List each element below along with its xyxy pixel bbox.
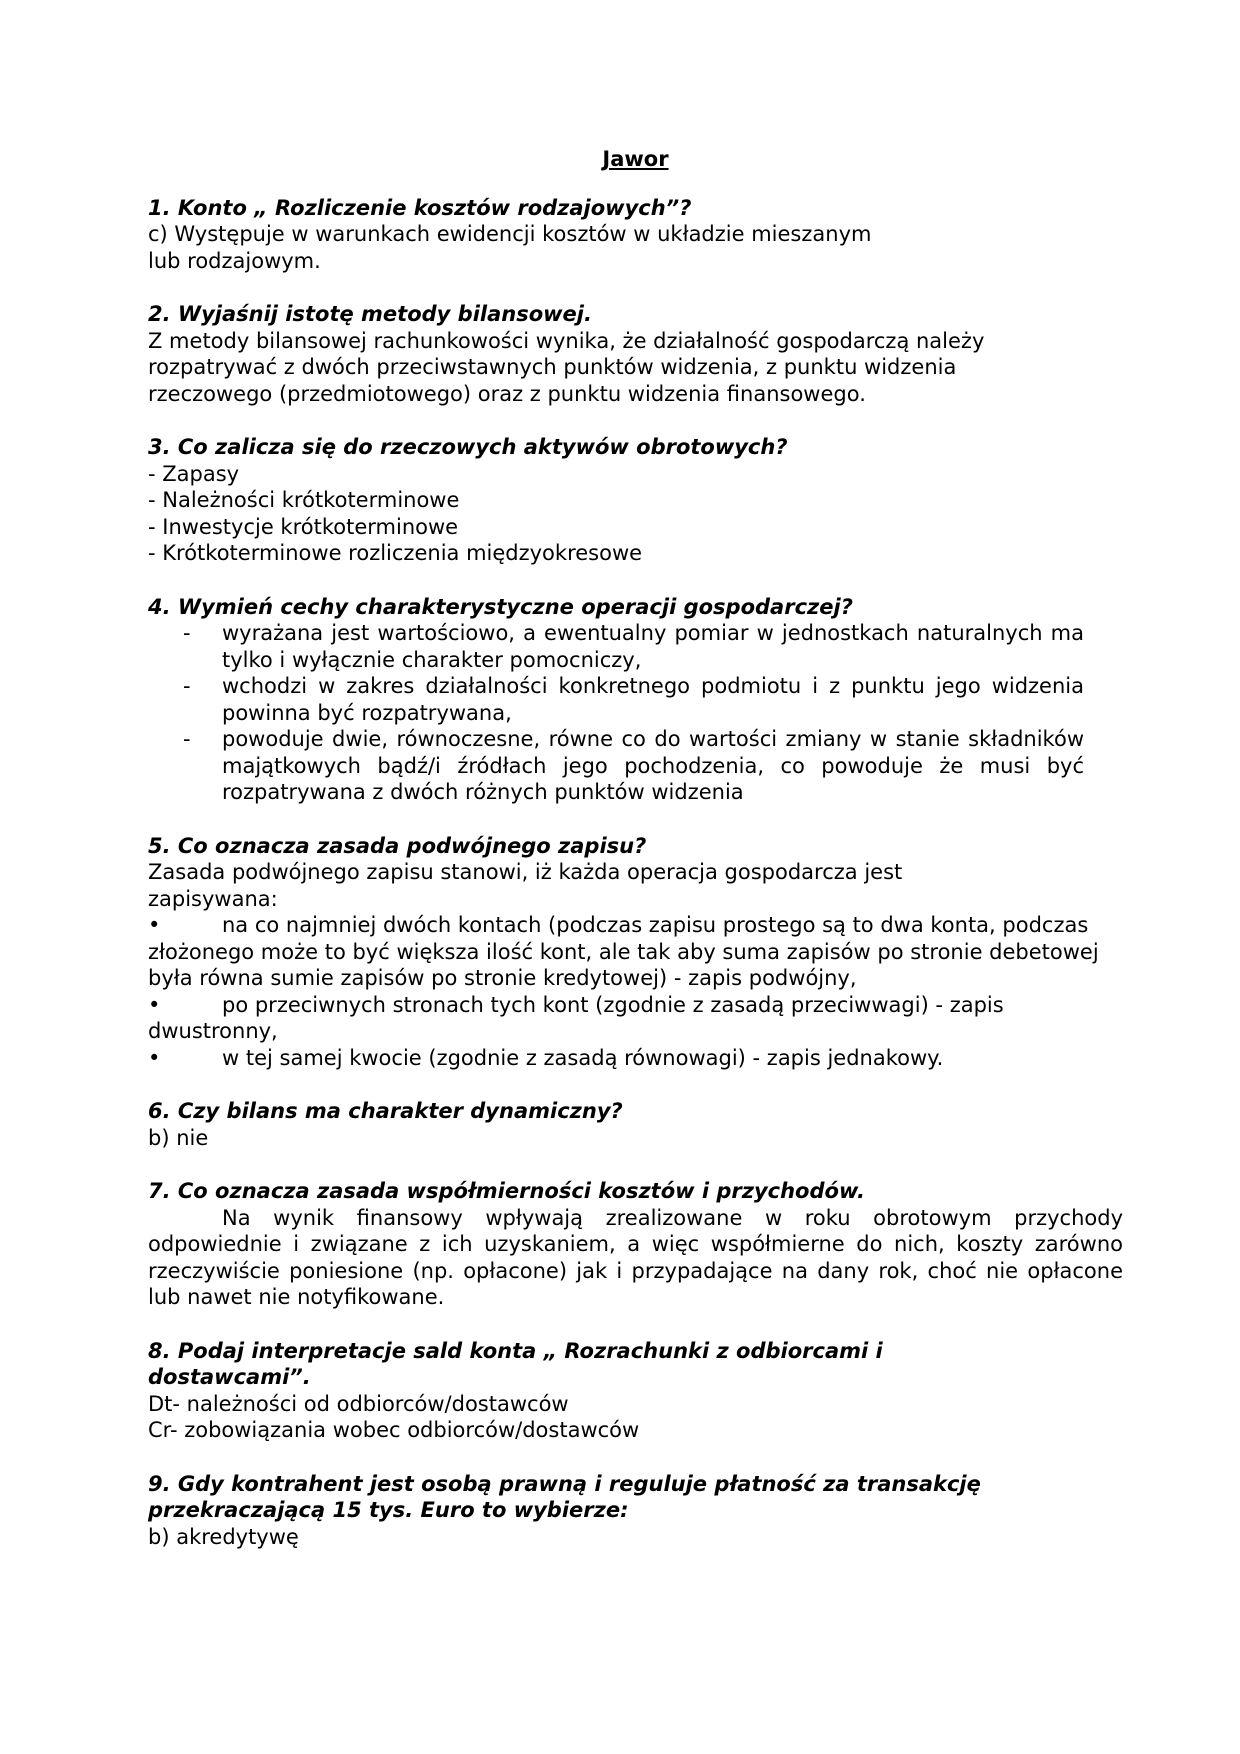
question-heading: 6. Czy bilans ma charakter dynamiczny? [148, 1099, 623, 1123]
answer-line: Dt- należności od odbiorców/dostawców [148, 1391, 569, 1416]
question-heading: 1. Konto „ Rozliczenie kosztów rodzajowych”? [148, 195, 692, 220]
dash-marker: - [183, 621, 191, 645]
question-3 [148, 434, 1123, 567]
bullet-item [148, 1045, 1108, 1072]
list-item [183, 726, 1084, 806]
answer-text: b) nie [148, 1125, 209, 1150]
dash-marker: - [183, 727, 191, 751]
question-heading: 8. Podaj interpretacje sald konta „ Rozrachunki z odbiorcami i dostawcami”. [148, 1338, 883, 1389]
dash-list [148, 620, 1084, 806]
question-2 [148, 301, 1123, 407]
answer-text: Na wynik finansowy wpływają zrealizowane w roku obrotowym przychody odpowiednie i związane z ich uzyskaniem, a więc współmierne do nich, koszty zarówno rzeczywiście poniesione (np. opłacone) jak i przypadające na dany rok, choć nie opłacone lub nawet nie notyfikowane. [148, 1205, 1123, 1309]
dash-marker: - [183, 674, 191, 698]
list-item-text: wyrażana jest wartościowo, a ewentualny pomiar w jednostkach naturalnych ma tylko i wyłącznie charakter pomocniczy, [222, 621, 1084, 672]
bullet-item-text: po przeciwnych stronach tych kont (zgodnie z zasadą przeciwwagi) - zapis dwustronny, [148, 992, 1004, 1043]
question-7 [148, 1178, 1123, 1311]
list-item [183, 620, 1084, 673]
question-heading: 4. Wymień cechy charakterystyczne operacji gospodarczej? [148, 594, 853, 619]
bullet-marker: • [148, 1045, 161, 1070]
question-4 [148, 594, 1123, 806]
question-5 [148, 833, 1123, 1072]
bullet-marker: • [148, 992, 161, 1017]
list-item: - Inwestycje krótkoterminowe [148, 514, 459, 539]
bullet-item [148, 992, 1108, 1045]
question-1 [148, 195, 1123, 275]
list-item: - Zapasy [148, 461, 240, 486]
question-8 [148, 1338, 1123, 1444]
list-item-text: wchodzi w zakres działalności konkretnego podmiotu i z punktu jego widzenia powinna być rozpatrywana, [222, 674, 1084, 725]
question-heading: 5. Co oznacza zasada podwójnego zapisu? [148, 833, 647, 858]
list-item: - Krótkoterminowe rozliczenia międzyokresowe [148, 541, 643, 565]
question-6 [148, 1098, 1123, 1151]
bullet-item-text: w tej samej kwocie (zgodnie z zasadą równowagi) - zapis jednakowy. [222, 1045, 944, 1070]
question-9 [148, 1471, 1123, 1551]
answer-intro: Zasada podwójnego zapisu stanowi, iż każda operacja gospodarcza jest zapisywana: [148, 860, 903, 911]
bullet-marker: • [148, 913, 161, 937]
list-item: - Należności krótkoterminowe [148, 488, 460, 512]
answer-text: c) Występuje w warunkach ewidencji kosztów w układzie mieszanym lub rodzajowym. [148, 222, 872, 273]
document-body [148, 146, 1123, 1577]
question-heading: 9. Gdy kontrahent jest osobą prawną i reguluje płatność za transakcję przekraczającą 15 tys. Euro to wybierze: [148, 1471, 981, 1522]
question-heading: 2. Wyjaśnij istotę metody bilansowej. [148, 302, 592, 326]
bullet-item [148, 912, 1108, 992]
question-heading: 7. Co oznacza zasada współmierności kosztów i przychodów. [148, 1179, 865, 1203]
list-item-text: powoduje dwie, równoczesne, równe co do wartości zmiany w stanie składników majątkowych bądź/i źródłach jego pochodzenia, co powoduje że musi być rozpatrywana z dwóch różnych punktów widzenia [222, 727, 1084, 804]
question-heading: 3. Co zalicza się do rzeczowych aktywów obrotowych? [148, 435, 788, 459]
answer-text: b) akredytywę [148, 1524, 299, 1549]
answer-text: Z metody bilansowej rachunkowości wynika, że działalność gospodarczą należy rozpatrywać z dwóch przeciwstawnych punktów widzenia, z punktu widzenia rzeczowego (przedmiotowego) oraz z punktu widzenia finansowego. [148, 328, 985, 406]
list-item [183, 673, 1084, 726]
document-title: Jawor [602, 147, 669, 171]
bullet-item-text: na co najmniej dwóch kontach (podczas zapisu prostego są to dwa konta, podczas złożonego może to być większa ilość kont, ale tak aby suma zapisów po stronie debetowej była równa sumie zapisów po stronie kredytowej) - zapis podwójny, [148, 913, 1099, 990]
answer-line: Cr- zobowiązania wobec odbiorców/dostawców [148, 1418, 640, 1442]
